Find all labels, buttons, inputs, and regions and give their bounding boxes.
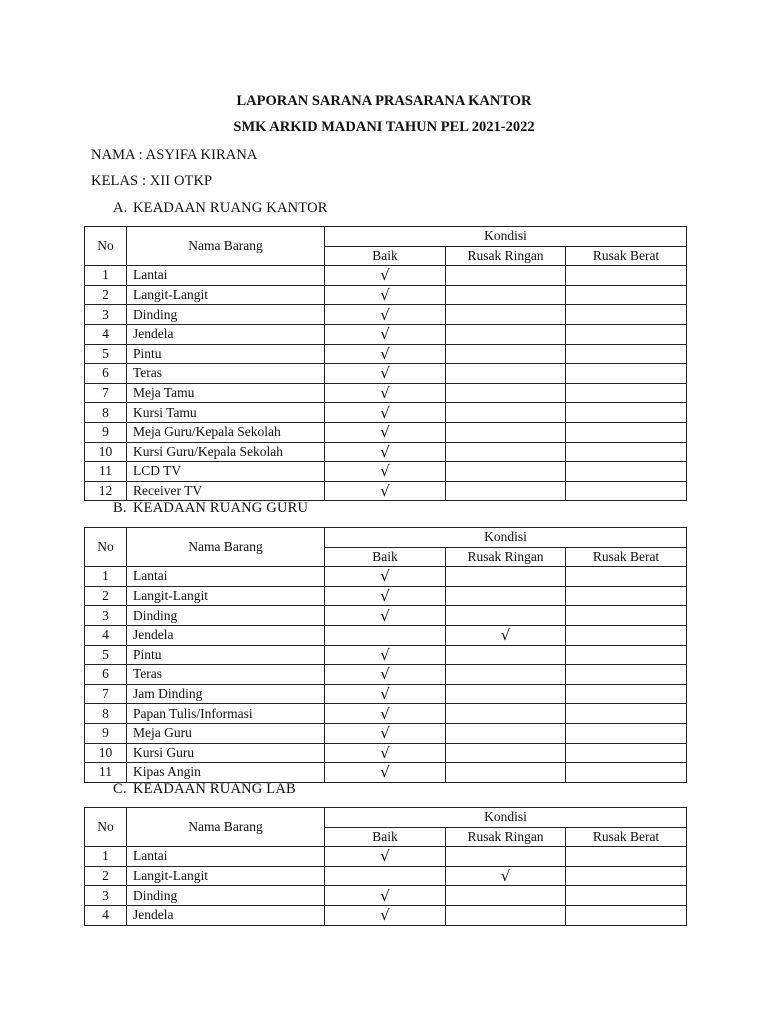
condition-cell-baik	[325, 422, 446, 442]
condition-cell-rusak-berat	[566, 847, 687, 867]
row-number: 3	[85, 886, 127, 906]
table-row	[85, 481, 687, 501]
condition-cell-baik	[325, 723, 446, 743]
condition-cell-baik	[325, 324, 446, 344]
section-heading-lab	[113, 781, 296, 798]
condition-cell-baik	[325, 462, 446, 482]
item-name: Jendela	[127, 324, 325, 344]
condition-cell-baik	[325, 383, 446, 403]
table-row	[85, 905, 687, 925]
table-body	[85, 847, 687, 925]
condition-cell-rusak-ringan	[446, 645, 566, 665]
table-row	[85, 665, 687, 685]
table-row	[85, 442, 687, 462]
item-name: Dinding	[127, 305, 325, 325]
condition-cell-rusak-ringan	[446, 305, 566, 325]
condition-cell-rusak-ringan	[446, 665, 566, 685]
table-ruang-lab	[84, 807, 687, 926]
table-ruang-guru	[84, 527, 687, 783]
condition-cell-rusak-berat	[566, 743, 687, 763]
table-row	[85, 743, 687, 763]
condition-cell-baik	[325, 606, 446, 626]
item-name: Meja Guru/Kepala Sekolah	[127, 422, 325, 442]
condition-cell-rusak-berat	[566, 305, 687, 325]
student-class: KELAS : XII OTKP	[91, 173, 213, 189]
condition-cell-rusak-berat	[566, 383, 687, 403]
condition-cell-rusak-berat	[566, 606, 687, 626]
condition-cell-baik	[325, 743, 446, 763]
condition-cell-rusak-ringan	[446, 606, 566, 626]
row-number: 5	[85, 645, 127, 665]
header-kondisi: Kondisi	[325, 808, 687, 828]
condition-cell-rusak-ringan	[446, 847, 566, 867]
header-rusak-ringan: Rusak Ringan	[446, 827, 566, 847]
condition-cell-rusak-ringan	[446, 704, 566, 724]
row-number: 7	[85, 684, 127, 704]
condition-cell-rusak-berat	[566, 567, 687, 587]
condition-cell-rusak-ringan	[446, 364, 566, 384]
condition-cell-baik	[325, 905, 446, 925]
document-title: LAPORAN SARANA PRASARANA KANTOR	[236, 93, 532, 109]
table-body	[85, 266, 687, 501]
row-number: 2	[85, 866, 127, 886]
condition-cell-rusak-berat	[566, 266, 687, 286]
section-letter: B.	[113, 500, 127, 516]
section-heading-kantor	[113, 200, 328, 217]
condition-cell-rusak-ringan	[446, 403, 566, 423]
row-number: 3	[85, 606, 127, 626]
check-mark-icon: √	[380, 482, 390, 501]
header-item: Nama Barang	[127, 227, 325, 266]
condition-cell-rusak-ringan	[446, 743, 566, 763]
condition-cell-rusak-ringan	[446, 266, 566, 286]
row-number: 6	[85, 665, 127, 685]
section-letter: C.	[113, 781, 127, 797]
row-number: 4	[85, 625, 127, 645]
condition-cell-rusak-ringan	[446, 886, 566, 906]
item-name: Dinding	[127, 606, 325, 626]
section-heading-guru	[113, 500, 308, 517]
row-number: 7	[85, 383, 127, 403]
row-number: 10	[85, 442, 127, 462]
condition-cell-rusak-berat	[566, 344, 687, 364]
condition-cell-rusak-ringan	[446, 324, 566, 344]
condition-cell-rusak-berat	[566, 684, 687, 704]
condition-cell-baik	[325, 625, 446, 645]
condition-cell-rusak-berat	[566, 905, 687, 925]
header-rusak-ringan: Rusak Ringan	[446, 547, 566, 567]
check-mark-icon: √	[380, 286, 390, 305]
table-row	[85, 847, 687, 867]
header-rusak-berat: Rusak Berat	[566, 246, 687, 266]
student-name: NAMA : ASYIFA KIRANA	[91, 147, 258, 163]
header-kondisi: Kondisi	[325, 227, 687, 247]
table-row	[85, 684, 687, 704]
condition-cell-rusak-berat	[566, 586, 687, 606]
condition-cell-rusak-ringan	[446, 625, 566, 645]
header-no: No	[85, 227, 127, 266]
check-mark-icon: √	[500, 867, 511, 886]
condition-cell-baik	[325, 665, 446, 685]
condition-cell-baik	[325, 305, 446, 325]
condition-cell-baik	[325, 586, 446, 606]
condition-cell-rusak-ringan	[446, 866, 566, 886]
row-number: 1	[85, 847, 127, 867]
table-row	[85, 606, 687, 626]
row-number: 3	[85, 305, 127, 325]
condition-cell-rusak-ringan	[446, 723, 566, 743]
item-name: Meja Tamu	[127, 383, 325, 403]
check-mark-icon: √	[380, 847, 390, 866]
condition-cell-rusak-ringan	[446, 422, 566, 442]
condition-cell-rusak-ringan	[446, 684, 566, 704]
table-row	[85, 763, 687, 783]
condition-cell-rusak-berat	[566, 723, 687, 743]
condition-cell-baik	[325, 866, 446, 886]
row-number: 9	[85, 723, 127, 743]
table-row	[85, 866, 687, 886]
item-name: Papan Tulis/Informasi	[127, 704, 325, 724]
condition-cell-rusak-ringan	[446, 344, 566, 364]
item-name: Teras	[127, 364, 325, 384]
item-name: Kipas Angin	[127, 763, 325, 783]
table-row	[85, 285, 687, 305]
condition-cell-baik	[325, 886, 446, 906]
table-row	[85, 364, 687, 384]
check-mark-icon: √	[380, 724, 390, 743]
row-number: 5	[85, 344, 127, 364]
header-rusak-berat: Rusak Berat	[566, 827, 687, 847]
condition-cell-rusak-ringan	[446, 586, 566, 606]
item-name: Lantai	[127, 567, 325, 587]
check-mark-icon: √	[380, 266, 390, 285]
condition-cell-rusak-berat	[566, 442, 687, 462]
condition-cell-baik	[325, 684, 446, 704]
item-name: Jendela	[127, 625, 325, 645]
row-number: 8	[85, 704, 127, 724]
row-number: 10	[85, 743, 127, 763]
row-number: 1	[85, 567, 127, 587]
table-row	[85, 704, 687, 724]
header-baik: Baik	[325, 827, 446, 847]
header-rusak-ringan: Rusak Ringan	[446, 246, 566, 266]
check-mark-icon: √	[500, 626, 511, 645]
header-no: No	[85, 808, 127, 847]
row-number: 4	[85, 324, 127, 344]
check-mark-icon: √	[380, 763, 390, 782]
table-row	[85, 886, 687, 906]
table-row	[85, 422, 687, 442]
section-title: KEADAAN RUANG KANTOR	[133, 200, 328, 216]
check-mark-icon: √	[380, 384, 390, 403]
row-number: 9	[85, 422, 127, 442]
table-row	[85, 567, 687, 587]
row-number: 8	[85, 403, 127, 423]
condition-cell-rusak-berat	[566, 645, 687, 665]
section-letter: A.	[113, 200, 128, 216]
item-name: Kursi Guru	[127, 743, 325, 763]
check-mark-icon: √	[380, 442, 390, 461]
item-name: Jendela	[127, 905, 325, 925]
condition-cell-rusak-ringan	[446, 285, 566, 305]
check-mark-icon: √	[380, 743, 390, 762]
condition-cell-rusak-berat	[566, 285, 687, 305]
condition-cell-baik	[325, 266, 446, 286]
condition-cell-rusak-berat	[566, 422, 687, 442]
condition-cell-rusak-berat	[566, 403, 687, 423]
item-name: Jam Dinding	[127, 684, 325, 704]
condition-cell-rusak-ringan	[446, 763, 566, 783]
check-mark-icon: √	[380, 423, 390, 442]
condition-cell-rusak-berat	[566, 886, 687, 906]
condition-cell-baik	[325, 285, 446, 305]
condition-cell-baik	[325, 364, 446, 384]
section-title: KEADAAN RUANG LAB	[133, 781, 296, 797]
condition-cell-rusak-berat	[566, 704, 687, 724]
row-number: 2	[85, 586, 127, 606]
item-name: Langit-Langit	[127, 285, 325, 305]
table-row	[85, 645, 687, 665]
row-number: 2	[85, 285, 127, 305]
condition-cell-rusak-berat	[566, 462, 687, 482]
check-mark-icon: √	[380, 305, 390, 324]
table-row	[85, 383, 687, 403]
table-row	[85, 305, 687, 325]
item-name: Lantai	[127, 847, 325, 867]
item-name: LCD TV	[127, 462, 325, 482]
condition-cell-rusak-ringan	[446, 905, 566, 925]
item-name: Kursi Guru/Kepala Sekolah	[127, 442, 325, 462]
check-mark-icon: √	[380, 685, 390, 704]
check-mark-icon: √	[380, 704, 390, 723]
table-ruang-kantor	[84, 226, 687, 501]
check-mark-icon: √	[380, 886, 390, 905]
row-number: 1	[85, 266, 127, 286]
item-name: Teras	[127, 665, 325, 685]
table-body	[85, 567, 687, 783]
item-name: Langit-Langit	[127, 586, 325, 606]
section-title: KEADAAN RUANG GURU	[133, 500, 309, 516]
item-name: Pintu	[127, 344, 325, 364]
item-name: Meja Guru	[127, 723, 325, 743]
condition-cell-rusak-berat	[566, 364, 687, 384]
header-item: Nama Barang	[127, 808, 325, 847]
item-name: Dinding	[127, 886, 325, 906]
item-name: Kursi Tamu	[127, 403, 325, 423]
condition-cell-baik	[325, 847, 446, 867]
condition-cell-baik	[325, 481, 446, 501]
item-name: Langit-Langit	[127, 866, 325, 886]
condition-cell-baik	[325, 645, 446, 665]
check-mark-icon: √	[380, 906, 390, 925]
header-no: No	[85, 528, 127, 567]
condition-cell-rusak-ringan	[446, 442, 566, 462]
condition-cell-baik	[325, 344, 446, 364]
item-name: Receiver TV	[127, 481, 325, 501]
condition-cell-rusak-berat	[566, 625, 687, 645]
item-name: Pintu	[127, 645, 325, 665]
check-mark-icon: √	[380, 364, 390, 383]
table-row	[85, 403, 687, 423]
check-mark-icon: √	[380, 665, 390, 684]
table-row	[85, 344, 687, 364]
table-row	[85, 324, 687, 344]
header-rusak-berat: Rusak Berat	[566, 547, 687, 567]
condition-cell-rusak-berat	[566, 866, 687, 886]
condition-cell-baik	[325, 442, 446, 462]
document-subtitle: SMK ARKID MADANI TAHUN PEL 2021-2022	[233, 119, 535, 135]
condition-cell-baik	[325, 403, 446, 423]
table-row	[85, 266, 687, 286]
condition-cell-rusak-berat	[566, 763, 687, 783]
header-kondisi: Kondisi	[325, 528, 687, 548]
row-number: 11	[85, 763, 127, 783]
check-mark-icon: √	[380, 344, 390, 363]
row-number: 4	[85, 905, 127, 925]
condition-cell-baik	[325, 567, 446, 587]
condition-cell-rusak-berat	[566, 481, 687, 501]
condition-cell-baik	[325, 704, 446, 724]
table-row	[85, 462, 687, 482]
header-item: Nama Barang	[127, 528, 325, 567]
condition-cell-rusak-ringan	[446, 481, 566, 501]
condition-cell-rusak-ringan	[446, 462, 566, 482]
condition-cell-rusak-ringan	[446, 567, 566, 587]
check-mark-icon: √	[380, 567, 390, 586]
check-mark-icon: √	[380, 606, 390, 625]
check-mark-icon: √	[380, 325, 390, 344]
item-name: Lantai	[127, 266, 325, 286]
row-number: 12	[85, 481, 127, 501]
check-mark-icon: √	[380, 462, 390, 481]
table-row	[85, 586, 687, 606]
condition-cell-rusak-ringan	[446, 383, 566, 403]
condition-cell-rusak-berat	[566, 665, 687, 685]
header-baik: Baik	[325, 547, 446, 567]
row-number: 11	[85, 462, 127, 482]
table-row	[85, 625, 687, 645]
condition-cell-rusak-berat	[566, 324, 687, 344]
header-baik: Baik	[325, 246, 446, 266]
check-mark-icon: √	[380, 645, 390, 664]
check-mark-icon: √	[380, 403, 390, 422]
table-row	[85, 723, 687, 743]
row-number: 6	[85, 364, 127, 384]
check-mark-icon: √	[380, 587, 390, 606]
condition-cell-baik	[325, 763, 446, 783]
